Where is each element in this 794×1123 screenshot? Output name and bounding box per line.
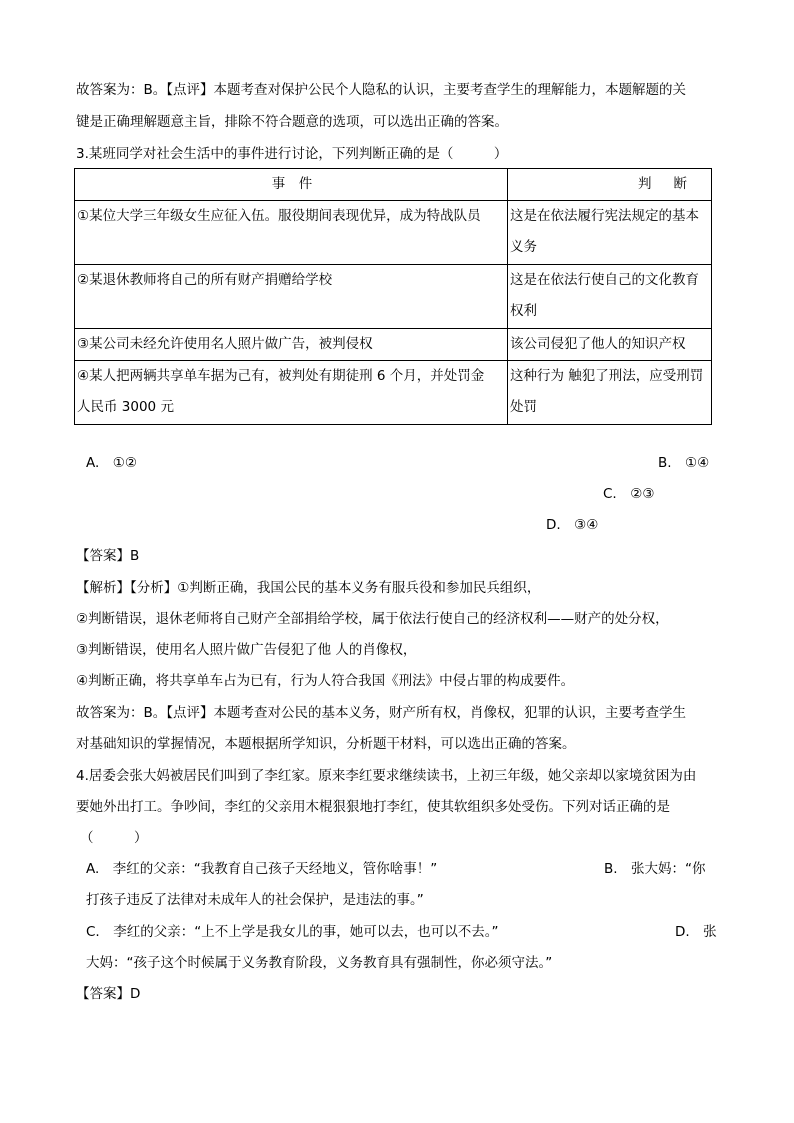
question-4-stem-1: 4.居委会张大妈被居民们叫到了李红家。原来李红要求继续读书，上初三年级，她父亲却以家境贫困为由 (76, 768, 697, 784)
table-row (75, 201, 712, 265)
judge-cell: 这是在依法行使自己的文化教育 权利 (508, 265, 712, 329)
events-table (74, 168, 712, 425)
question-4-stem-3: （ ） (80, 830, 148, 846)
analysis-line: ②判断错误，退休老师将自己财产全部捐给学校，属于依法行使自己的经济权利——财产的处分权， (76, 611, 669, 627)
judge-cell: 该公司侵犯了他人的知识产权 (508, 329, 712, 361)
question-4-stem-2: 要她外出打工。争吵间，李红的父亲用木棍狠狠地打李红，使其软组织多处受伤。下列对话正确的是 (76, 799, 670, 815)
comment-line-2: 对基础知识的掌握情况，本题根据所学知识，分析题干材料，可以选出正确的答案。 (76, 736, 576, 752)
q4-option-a: A. 李红的父亲：“我教育自己孩子天经地义，管你啥事！” (86, 861, 438, 877)
event-cell: ①某位大学三年级女生应征入伍。服役期间表现优异，成为特战队员 (75, 201, 508, 265)
header-judge: 判断 (508, 169, 712, 201)
q4-option-b-cont: 打孩子违反了法律对未成年人的社会保护，是违法的事。” (86, 892, 424, 908)
intro-line-2: 键是正确理解题意主旨，排除不符合题意的选项，可以选出正确的答案。 (76, 114, 508, 130)
q4-option-d: D. 张 (675, 924, 717, 940)
q4-option-d-cont: 大妈：“孩子这个时候属于义务教育阶段，义务教育具有强制性，你必须守法。” (86, 955, 553, 971)
event-cell: ③某公司未经允许使用名人照片做广告，被判侵权 (75, 329, 508, 361)
event-cell: ④某人把两辆共享单车据为己有，被判处有期徒刑 6 个月，并处罚金 人民币 3000 元 (75, 361, 508, 425)
judge-cell: 这种行为 触犯了刑法，应受刑罚 处罚 (508, 361, 712, 425)
intro-line-1: 故答案为：B。【点评】本题考查对保护公民个人隐私的认识，主要考查学生的理解能力，本题解题的关 (76, 82, 687, 98)
question-3-stem: 3.某班同学对社会生活中的事件进行讨论，下列判断正确的是（ ） (76, 146, 508, 162)
analysis-line: ③判断错误，使用名人照片做广告侵犯了他 人的肖像权， (76, 642, 417, 658)
comment-line-1: 故答案为：B。【点评】本题考查对公民的基本义务，财产所有权，肖像权，犯罪的认识，主要考查学生 (76, 705, 687, 721)
table-header-row (75, 169, 712, 201)
option-b: B. ①④ (658, 455, 710, 471)
q4-option-b: B. 张大妈：“你 (604, 861, 706, 877)
answer-4: 【答案】D (76, 986, 141, 1002)
option-c: C. ②③ (603, 486, 655, 502)
option-d: D. ③④ (546, 517, 599, 533)
table-row (75, 265, 712, 329)
judge-cell: 这是在依法履行宪法规定的基本 义务 (508, 201, 712, 265)
answer-3: 【答案】B (76, 548, 140, 564)
q4-option-c: C. 李红的父亲：“上不上学是我女儿的事，她可以去，也可以不去。” (86, 924, 499, 940)
table-row (75, 361, 712, 425)
option-a: A. ①② (86, 455, 137, 471)
analysis-line: ④判断正确，将共享单车占为已有，行为人符合我国《刑法》中侵占罪的构成要件。 (76, 673, 575, 689)
header-event: 事 件 (75, 169, 508, 201)
analysis-line: 【解析】【分析】①判断正确，我国公民的基本义务有服兵役和参加民兵组织， (76, 580, 541, 596)
table-row (75, 329, 712, 361)
event-cell: ②某退休教师将自己的所有财产捐赠给学校 (75, 265, 508, 329)
